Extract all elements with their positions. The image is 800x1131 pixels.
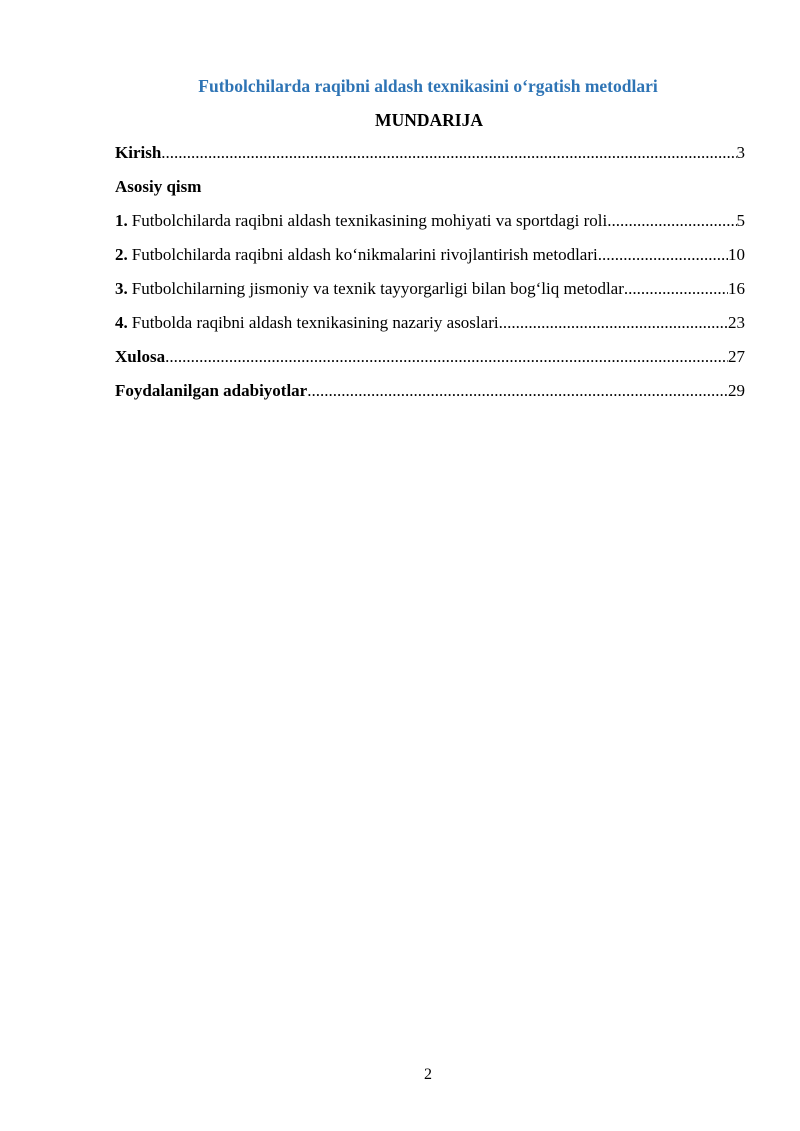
toc-entry-page: 16 (728, 279, 745, 298)
toc-section-label: Asosiy qism (115, 177, 202, 196)
toc-entry-label: Futbolda raqibni aldash texnikasining nazariy asoslari (131, 313, 499, 332)
toc-entry-2[interactable] (115, 245, 745, 279)
toc-entry-number: 3. (115, 279, 128, 298)
toc-leader (161, 143, 736, 163)
toc-leader (624, 279, 728, 299)
toc-entry-page: 29 (728, 381, 745, 400)
toc-entry-label: Foydalanilgan adabiyotlar (115, 381, 308, 400)
toc-entry-label: Futbolchilarning jismoniy va texnik tayyorgarligi bilan bogʻliq metodlar (131, 279, 624, 298)
toc-entry-xulosa[interactable] (115, 347, 745, 381)
page-number: 2 (424, 1066, 432, 1083)
toc-entry-label: Futbolchilarda raqibni aldash texnikasining mohiyati va sportdagi roli (131, 211, 608, 230)
toc-heading: MUNDARIJA (375, 110, 483, 130)
toc-entry-number: 1. (115, 211, 128, 230)
toc-leader (499, 313, 728, 333)
toc-entry-number: 4. (115, 313, 128, 332)
toc-entry-label: Futbolchilarda raqibni aldash koʻnikmalarini rivojlantirish metodlari (131, 245, 598, 264)
toc-entry-page: 27 (728, 347, 745, 366)
toc-leader (607, 211, 736, 231)
toc-entry-kirish[interactable] (115, 143, 745, 177)
toc-leader (165, 347, 728, 367)
toc-leader (307, 381, 728, 401)
toc-entry-1[interactable] (115, 211, 745, 245)
toc-entry-adabiyotlar[interactable] (115, 381, 745, 415)
document-title: Futbolchilarda raqibni aldash texnikasini oʻrgatish metodlari (198, 76, 658, 96)
toc-entry-page: 3 (736, 143, 745, 162)
table-of-contents (115, 143, 745, 415)
toc-entry-page: 5 (736, 211, 745, 230)
toc-entry-page: 23 (728, 313, 745, 332)
toc-leader (598, 245, 728, 265)
toc-entry-3[interactable] (115, 279, 745, 313)
toc-entry-label: Xulosa (115, 347, 166, 366)
toc-entry-4[interactable] (115, 313, 745, 347)
toc-entry-number: 2. (115, 245, 128, 264)
toc-entry-page: 10 (728, 245, 745, 264)
toc-entry-label: Kirish (115, 143, 162, 162)
toc-section-asosiy-qism (115, 177, 745, 211)
